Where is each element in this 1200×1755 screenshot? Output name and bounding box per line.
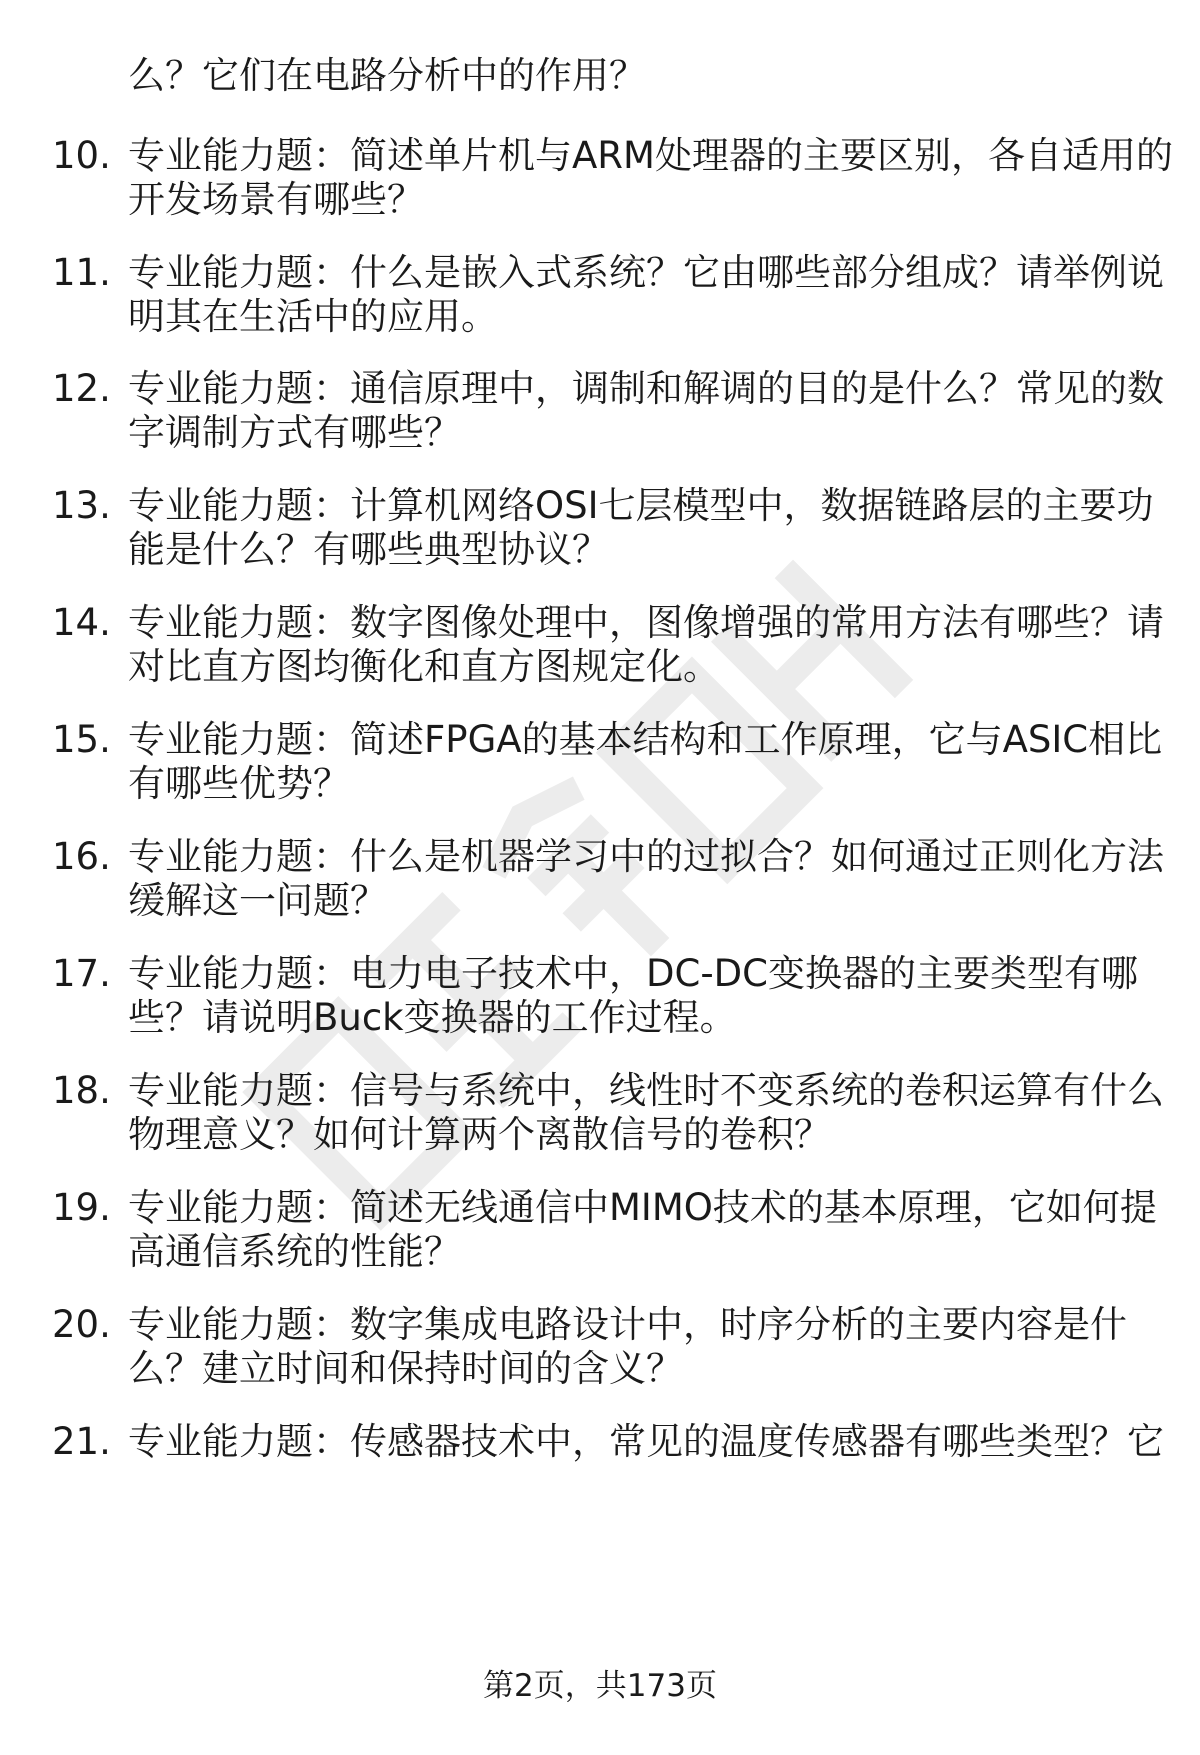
question-text-line: 专业能力题：什么是机器学习中的过拟合？如何通过正则化方法 [128,835,1164,878]
question-text-line: 开发场景有哪些？ [128,178,424,221]
question-text-line: 么？建立时间和保持时间的含义？ [128,1347,683,1390]
question-number: 13. [52,484,111,527]
question-number: 12. [52,367,111,410]
question-number: 10. [52,134,111,177]
question-number: 21. [52,1420,111,1463]
page-number-footer: 第2页，共173页 [483,1668,717,1704]
question-number: 16. [52,835,111,878]
question-text-line: 专业能力题：数字图像处理中，图像增强的常用方法有哪些？请 [128,601,1164,644]
question-text-line: 明其在生活中的应用。 [128,295,498,338]
continuation-line: 么？它们在电路分析中的作用？ [128,54,646,97]
question-text-line: 专业能力题：简述无线通信中MIMO技术的基本原理，它如何提 [128,1186,1157,1229]
question-text-line: 专业能力题：数字集成电路设计中，时序分析的主要内容是什 [128,1303,1127,1346]
question-text-line: 专业能力题：简述单片机与ARM处理器的主要区别，各自适用的 [128,134,1173,177]
question-number: 20. [52,1303,111,1346]
question-text-line: 专业能力题：通信原理中，调制和解调的目的是什么？常见的数 [128,367,1164,410]
question-text-line: 能是什么？有哪些典型协议？ [128,528,609,571]
question-text-line: 专业能力题：信号与系统中，线性时不变系统的卷积运算有什么 [128,1069,1164,1112]
question-text-line: 些？请说明Buck变换器的工作过程。 [128,996,737,1039]
question-text-line: 专业能力题：什么是嵌入式系统？它由哪些部分组成？请举例说 [128,251,1164,294]
question-number: 14. [52,601,111,644]
question-text-line: 专业能力题：计算机网络OSI七层模型中，数据链路层的主要功 [128,484,1154,527]
question-number: 19. [52,1186,111,1229]
question-text-line: 缓解这一问题？ [128,879,387,922]
question-number: 17. [52,952,111,995]
question-number: 15. [52,718,111,761]
question-number: 18. [52,1069,111,1112]
question-text-line: 专业能力题：简述FPGA的基本结构和工作原理，它与ASIC相比 [128,718,1163,761]
question-number: 11. [52,251,111,294]
question-text-line: 专业能力题：传感器技术中，常见的温度传感器有哪些类型？它 [128,1420,1164,1463]
question-text-line: 有哪些优势？ [128,762,350,805]
question-text-line: 物理意义？如何计算两个离散信号的卷积？ [128,1113,831,1156]
question-text-line: 对比直方图均衡化和直方图规定化。 [128,645,720,688]
question-text-line: 字调制方式有哪些？ [128,411,461,454]
question-text-line: 专业能力题：电力电子技术中，DC-DC变换器的主要类型有哪 [128,952,1139,995]
question-text-line: 高通信系统的性能？ [128,1230,461,1273]
